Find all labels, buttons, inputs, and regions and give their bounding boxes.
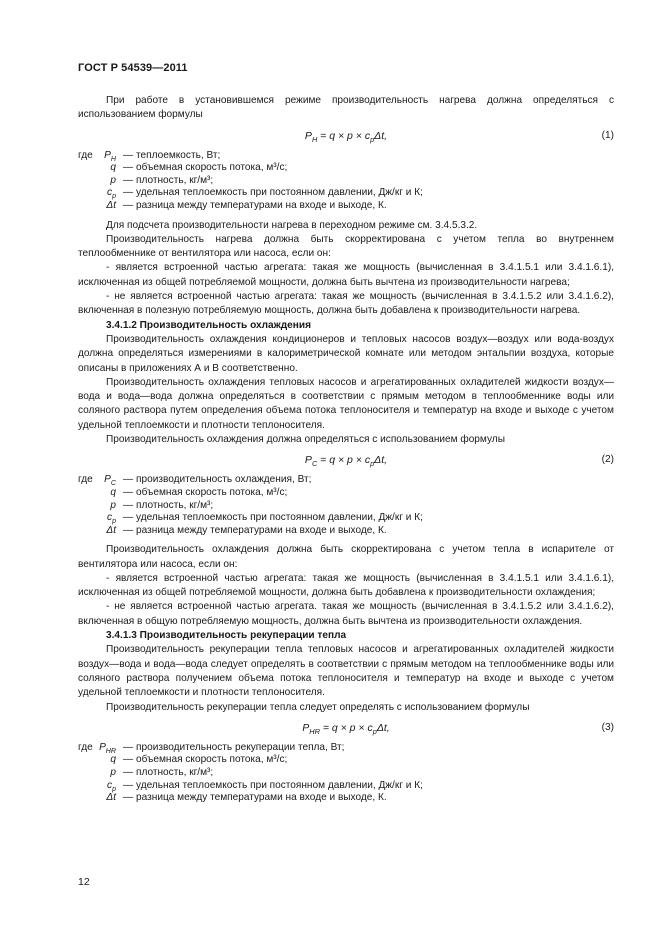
paragraph: При работе в установившемся режиме производительность нагрева должна определяться с использованием формулы [78,95,614,121]
paragraph: Для подсчета производительности нагрева в переходном режиме см. 3.4.5.3.2. [106,219,478,231]
legend-row: Δt — разница между температурами на входе и выходе, К. [106,792,387,804]
symbol-legend-3 [78,742,614,805]
paragraph: - не является встроенной частью агрегата. такая же мощность (вычисленная в 3.4.1.5.2 или 3.4.1.6.2), включенная в общую потребляемую мощность, должна быть вычтена из производительности охлаждения. [78,601,614,627]
paragraph: - является встроенной частью агрегата: такая же мощность (вычисленная в 3.4.1.5.1 или 3.4.1.6.1), исключенная из общей потребляемой мощности, должна быть вычтена из производительности нагрева; [78,262,614,288]
section-heading: 3.4.1.2 Производительность охлаждения [106,319,311,331]
legend-row: q — объемная скорость потока, м³/с; [110,754,288,766]
paragraph: Производительность нагрева должна быть скорректирована с учетом тепла во внутреннем теплообменнике от вентилятора или насоса, если он: [78,233,614,260]
legend-row: где $P_{HR}$ — производительность рекуперации тепла, Вт; [78,741,345,755]
paragraph: Производительность рекуперации тепла тепловых насосов и агрегатированных охладителей жидкости воздух—вода и вода—вода следует определять в соответствии с прямым методом на теплообменнике воды или соляного раствора получением объема потока теплоносителя и температур на входе и выходе с учетом удельной теплоемкости и плотности теплоносителя. [78,644,614,699]
legend-row: Δt — разница между температурами на входе и выходе, К. [106,199,387,211]
symbol-legend-1 [78,150,614,213]
legend-row: p — плотность, кг/м³; [110,499,214,511]
formula-2 [78,449,614,471]
section-heading: 3.4.1.3 Производительность рекуперации тепла [106,630,347,642]
legend-row: где $P_C$ — производительность охлаждения, Вт; [78,474,312,488]
legend-row: $c_p$ — удельная теплоемкость при постоянном давлении, Дж/кг и К; [107,779,423,793]
page-number: 12 [78,876,90,888]
paragraph: Производительность охлаждения должна определяться с использованием формулы [106,434,505,446]
paragraph: Производительность рекуперации тепла следует определять с использованием формулы [106,701,530,713]
legend-row: $c_p$ — удельная теплоемкость при постоянном давлении, Дж/кг и К; [107,187,423,201]
legend-row: p — плотность, кг/м³; [110,767,214,779]
paragraph: Производительность охлаждения должна быть скорректирована с учетом тепла в испарителе от вентилятора или насоса, если он: [78,544,614,570]
formula-number: (2) [601,454,614,466]
formula-expression: $P_C = q \times p \times c_p\Delta t$, [304,454,388,469]
paragraph: Производительность охлаждения кондиционеров и тепловых насосов воздух—воздух или вода-воздух должна определяться измерениями в калориметрической комнате или методом энтальпии воздуха, которые описаны в приложениях А и В соответственно. [78,333,614,374]
legend-row: q — объемная скорость потока, м³/с; [110,486,288,498]
formula-expression: $P_{HR} = q \times p \times c_p\Delta t$, [302,721,390,736]
legend-row: p — плотность, кг/м³; [110,174,214,186]
paragraph: Производительность охлаждения тепловых насосов и агрегатированных охладителей жидкости воздух—вода и вода—вода должна определяться в соответствии с прямым методом в теплообменнике воды или соляного раствора путем определения объема потока теплоносителя и температур на входе и выходе с учетом удельной теплоемкости и плотности теплоносителя. [78,376,614,431]
legend-row: q — объемная скорость потока, м³/с; [110,162,288,174]
document-header: ГОСТ Р 54539—2011 [78,62,188,74]
legend-row: Δt — разница между температурами на входе и выходе, К. [106,524,387,536]
document-body [78,94,614,811]
paragraph: - не является встроенной частью агрегата: такая же мощность (вычисленная в 3.4.1.5.2 или 3.4.1.6.2), включенная в полезную потребляемую мощность, должна быть добавлена к производительности нагрева. [78,291,614,317]
symbol-legend-2 [78,474,614,537]
formula-number: (1) [601,129,614,141]
paragraph: - является встроенной частью агрегата: такая же мощность (вычисленная в 3.4.1.5.1 или 3.4.1.6.1), исключенная из общей потребляемой мощности, должна быть добавлена к производительности охлаждения; [78,572,614,599]
legend-row: где $P_H$ — теплоемкость, Вт; [78,149,221,163]
formula-expression: $P_H = q \times p \times c_p\Delta t$, [304,129,388,144]
formula-1 [78,125,614,147]
formula-number: (3) [601,721,614,733]
legend-row: $c_p$ — удельная теплоемкость при постоянном давлении, Дж/кг и К; [107,512,423,526]
formula-3 [78,717,614,739]
